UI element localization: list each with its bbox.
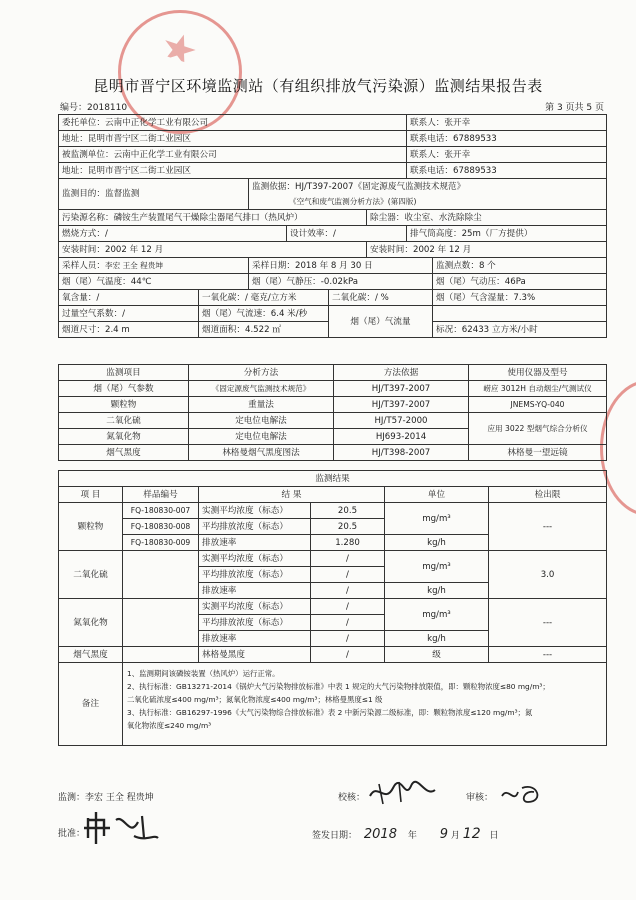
flow-speed-label: 烟（尾）气流速：	[202, 308, 271, 319]
sign-year: 2018	[363, 827, 397, 842]
flow-speed-value: 6.4 米/秒	[270, 308, 308, 319]
monitored-unit-value: 云南中正化学工业有限公司	[113, 149, 217, 160]
method-name: 定电位电解法	[189, 429, 334, 445]
method-instrument: JNEMS-YQ-040	[469, 397, 607, 413]
page-info: 第 3 页共 5 页	[545, 103, 604, 113]
phone-label: 联系电话：	[410, 133, 453, 144]
address-value: 昆明市晋宁区二街工业园区	[87, 133, 191, 144]
method-basis: HJ/T397-2007	[334, 397, 469, 413]
purpose-label: 监测目的：	[62, 189, 105, 199]
address2-value: 昆明市晋宁区二街工业园区	[87, 165, 191, 176]
nox-name: 氮氧化物	[59, 599, 123, 647]
method-basis: HJ/T397-2007	[334, 381, 469, 397]
method-item: 二氧化硫	[59, 413, 189, 429]
method-name: 《固定源废气监测技术规范》	[189, 381, 334, 397]
address-label: 地址：	[62, 133, 88, 144]
standard-flow-label: 标况：	[436, 324, 462, 335]
flow-speed-cell	[199, 306, 329, 322]
monitor-label: 监测：	[58, 793, 86, 803]
result-label: 实测平均浓度（标态）	[199, 599, 311, 615]
result-value: /	[311, 615, 385, 631]
source-cell	[59, 210, 367, 226]
result-value: /	[311, 647, 385, 663]
basis-line1: HJ/T397-2007《固定源废气监测技术规范》	[294, 181, 466, 192]
method-name: 定电位电解法	[189, 413, 334, 429]
sample-id: FQ-180830-009	[123, 535, 199, 551]
blackness-name: 烟气黑度	[59, 647, 123, 663]
co-unit: 毫克/立方米	[250, 292, 297, 303]
result-label: 排放速率	[199, 583, 311, 599]
flow-cell: 烟（尾）气流量	[329, 306, 433, 338]
check-label: 校核：	[338, 793, 366, 803]
co2-label: 二氧化碳：	[332, 292, 375, 303]
standard-flow-cell	[433, 322, 607, 338]
sampler-cell	[59, 258, 249, 274]
method-item: 烟（尾）气参数	[59, 381, 189, 397]
method-item: 颗粒物	[59, 397, 189, 413]
results-table	[58, 470, 607, 746]
static-p-label: 烟（尾）气静压：	[252, 276, 321, 287]
result-unit: mg/m³	[385, 551, 489, 583]
notes-content	[123, 663, 607, 746]
address-cell	[59, 131, 407, 147]
contact2-label: 联系人：	[410, 149, 445, 160]
client-unit-value: 云南中正化学工业有限公司	[104, 117, 209, 128]
basis-label: 监测依据：	[252, 181, 295, 192]
method-item: 烟气黑度	[59, 445, 189, 461]
dynamic-p-value: 46Pa	[504, 276, 526, 287]
result-value: 20.5	[311, 503, 385, 519]
flue-temp-label: 烟（尾）气温度：	[62, 276, 131, 287]
standard-flow-value: 62433 立方米/小时	[461, 324, 538, 335]
fuel-cell	[59, 226, 287, 242]
approve-signature	[82, 808, 162, 846]
review-label: 审核：	[466, 793, 494, 803]
result-limit: ---	[489, 647, 607, 663]
sign-month: 9	[439, 827, 449, 842]
result-label: 排放速率	[199, 535, 311, 551]
note-line: 二氧化硫浓度≤400 mg/m³；氮氧化物浓度≤400 mg/m³；林格曼黑度≤1 级	[127, 695, 383, 704]
result-unit: kg/h	[385, 535, 489, 551]
blackness-sample-blank	[123, 647, 199, 663]
result-value: /	[311, 583, 385, 599]
address2-label: 地址：	[62, 165, 88, 176]
result-unit: mg/m³	[385, 503, 489, 535]
info-table	[58, 114, 607, 338]
moisture-label: 烟（尾）气含湿量：	[436, 292, 514, 303]
purpose-value: 监督监测	[104, 189, 140, 199]
fuel-label: 燃烧方式：	[62, 228, 105, 239]
methods-header-method: 分析方法	[189, 365, 334, 381]
co2-value: /	[374, 292, 378, 303]
phone-value: 67889533	[452, 133, 497, 144]
phone2-cell	[407, 163, 607, 179]
co2-cell	[329, 290, 433, 306]
sign-day: 12	[462, 826, 481, 842]
fuel-value: /	[104, 228, 108, 239]
install-time-cell	[59, 242, 367, 258]
results-header-result: 结 果	[199, 487, 385, 503]
stack-height-cell	[407, 226, 607, 242]
note-line: 1、监测期间该磷铵装置（热风炉）运行正常。	[127, 669, 280, 678]
result-value: 20.5	[311, 519, 385, 535]
excess-air-value: /	[122, 308, 126, 319]
month-char: 月	[450, 831, 460, 841]
result-unit: kg/h	[385, 631, 489, 647]
note-line: 3、执行标准：GB16297-1996《大气污染物综合排放标准》表 2 中新污染源二级标准，即：颗粒物浓度≤120 mg/m³；氮	[127, 708, 533, 717]
sample-date-label: 采样日期：	[252, 260, 295, 271]
flue-area-label: 烟道面积：	[202, 324, 245, 335]
moisture-value: 7.3%	[513, 292, 536, 303]
design-eff-label: 设计效率：	[290, 228, 333, 239]
method-basis: HJ/T398-2007	[334, 445, 469, 461]
flue-temp-cell	[59, 274, 249, 290]
result-label: 平均排放浓度（标态）	[199, 567, 311, 583]
results-header-unit: 单位	[385, 487, 489, 503]
contact2-cell	[407, 147, 607, 163]
sign-date-label: 签发日期：	[312, 831, 358, 841]
so2-name: 二氧化硫	[59, 551, 123, 599]
co2-unit: %	[380, 292, 389, 303]
flue-area-value: 4.522 ㎡	[244, 324, 281, 335]
particulate-name: 颗粒物	[59, 503, 123, 551]
method-basis: HJ/T57-2000	[334, 413, 469, 429]
points-value: 8 个	[478, 260, 496, 271]
day-char: 日	[489, 831, 499, 841]
sampler-label: 采样人员：	[62, 260, 105, 271]
source-label: 污染源名称：	[62, 212, 114, 223]
result-limit: 3.0	[489, 551, 607, 599]
source-value: 磷铵生产装置尾气干燥除尘器尾气排口（热风炉）	[113, 212, 303, 223]
note-line: 氧化物浓度≤240 mg/m³	[127, 721, 212, 730]
result-value: /	[311, 567, 385, 583]
moisture-cell	[433, 290, 607, 306]
results-section-title: 监测结果	[59, 471, 607, 487]
result-label: 平均排放浓度（标态）	[199, 615, 311, 631]
flow-blank-cell	[433, 306, 607, 322]
points-label: 监测点数：	[436, 260, 479, 271]
dust-value: 收尘室、水洗除除尘	[404, 212, 482, 223]
results-header-sample: 样品编号	[123, 487, 199, 503]
sampler-value: 李宏 王全 程贵坤	[104, 260, 163, 270]
oxygen-cell	[59, 290, 199, 306]
report-title: 昆明市晋宁区环境监测站（有组织排放气污染源）监测结果报告表	[93, 77, 543, 95]
notes-label: 备注	[59, 663, 123, 746]
phone-cell	[407, 131, 607, 147]
static-p-value: -0.02kPa	[320, 276, 359, 287]
points-cell	[433, 258, 607, 274]
excess-air-label: 过量空气系数：	[62, 308, 123, 319]
install-time-label: 安装时间：	[62, 244, 105, 255]
result-label: 排放速率	[199, 631, 311, 647]
sign-date	[312, 826, 499, 842]
static-p-cell	[249, 274, 433, 290]
result-label: 林格曼黑度	[199, 647, 311, 663]
year-char: 年	[407, 831, 417, 841]
result-unit: mg/m³	[385, 599, 489, 631]
phone2-value: 67889533	[452, 165, 497, 176]
client-unit-label: 委托单位：	[62, 117, 105, 128]
result-value: /	[311, 599, 385, 615]
sample-date-cell	[249, 258, 433, 274]
result-limit: ---	[489, 503, 607, 551]
result-limit: ---	[489, 599, 607, 647]
client-unit-cell	[59, 115, 407, 131]
co-value: /	[244, 292, 248, 303]
run-time-label: 安装时间：	[370, 244, 413, 255]
run-time-value: 2002 年 12 月	[412, 244, 472, 255]
result-value: /	[311, 551, 385, 567]
method-instrument: 崂应 3012H 自动烟尘/气测试仪	[469, 381, 607, 397]
contact-cell	[407, 115, 607, 131]
dust-label: 除尘器：	[370, 212, 405, 223]
purpose-cell	[59, 179, 249, 210]
co-label: 一氧化碳：	[202, 292, 245, 303]
co-cell	[199, 290, 329, 306]
result-label: 平均排放浓度（标态）	[199, 519, 311, 535]
stack-height-value: 25m（厂方提供）	[461, 228, 533, 239]
flue-size-cell	[59, 322, 199, 338]
basis-line2: 《空气和废气监测分析方法》(第四版)	[249, 194, 607, 210]
note-line: 2、执行标准：GB13271-2014《锅炉大气污染物排放标准》中表 1 规定的大气污染物排放限值，即：颗粒物浓度≤80 mg/m³；	[127, 682, 550, 691]
dynamic-p-label: 烟（尾）气动压：	[436, 276, 505, 287]
report-no-value: 2018110	[87, 103, 128, 113]
methods-header-item: 监测项目	[59, 365, 189, 381]
method-item: 氮氧化物	[59, 429, 189, 445]
method-name: 林格曼烟气黑度图法	[189, 445, 334, 461]
flue-size-label: 烟道尺寸：	[62, 324, 105, 335]
dynamic-p-cell	[433, 274, 607, 290]
sample-id: FQ-180830-008	[123, 519, 199, 535]
design-eff-cell	[287, 226, 407, 242]
contact-value: 张开幸	[444, 117, 471, 128]
methods-table	[58, 364, 607, 461]
oxygen-value: /	[96, 292, 100, 303]
stack-height-label: 排气筒高度：	[410, 228, 462, 239]
contact-label: 联系人：	[410, 117, 445, 128]
basis-cell	[249, 179, 607, 195]
so2-sample-blank	[123, 551, 199, 599]
address2-cell	[59, 163, 407, 179]
methods-header-instrument: 使用仪器及型号	[469, 365, 607, 381]
design-eff-value: /	[332, 228, 336, 239]
results-header-item: 项 目	[59, 487, 123, 503]
report-number	[60, 100, 127, 113]
monitored-unit-label: 被监测单位：	[62, 149, 114, 160]
monitor-line	[58, 790, 154, 803]
contact2-value: 张开幸	[444, 149, 471, 160]
result-value: /	[311, 631, 385, 647]
method-basis: HJ693-2014	[334, 429, 469, 445]
oxygen-label: 氧含量：	[62, 292, 97, 303]
check-signature	[365, 778, 440, 806]
install-time-value: 2002 年 12 月	[104, 244, 164, 255]
result-unit: 级	[385, 647, 489, 663]
result-unit: kg/h	[385, 583, 489, 599]
methods-header-basis: 方法依据	[334, 365, 469, 381]
nox-sample-blank	[123, 599, 199, 647]
approve-label: 批准：	[58, 829, 86, 839]
dust-cell	[367, 210, 607, 226]
phone2-label: 联系电话：	[410, 165, 453, 176]
result-value: 1.280	[311, 535, 385, 551]
monitor-names: 李宏 王全 程贵坤	[85, 793, 154, 803]
review-signature	[498, 782, 548, 806]
excess-air-cell	[59, 306, 199, 322]
report-no-label: 编号：	[60, 103, 88, 113]
flue-area-cell	[199, 322, 329, 338]
result-label: 实测平均浓度（标态）	[199, 551, 311, 567]
method-instrument: 林格曼一望远镜	[469, 445, 607, 461]
sample-date-value: 2018 年 8 月 30 日	[294, 260, 373, 271]
flue-size-value: 2.4 m	[104, 324, 130, 335]
flue-temp-value: 44℃	[130, 276, 152, 287]
results-header-limit: 检出限	[489, 487, 607, 503]
sample-id: FQ-180830-007	[123, 503, 199, 519]
method-instrument: 应用 3022 型烟气综合分析仪	[469, 413, 607, 445]
result-label: 实测平均浓度（标态）	[199, 503, 311, 519]
run-time-cell	[367, 242, 607, 258]
monitored-unit-cell	[59, 147, 407, 163]
method-name: 重量法	[189, 397, 334, 413]
